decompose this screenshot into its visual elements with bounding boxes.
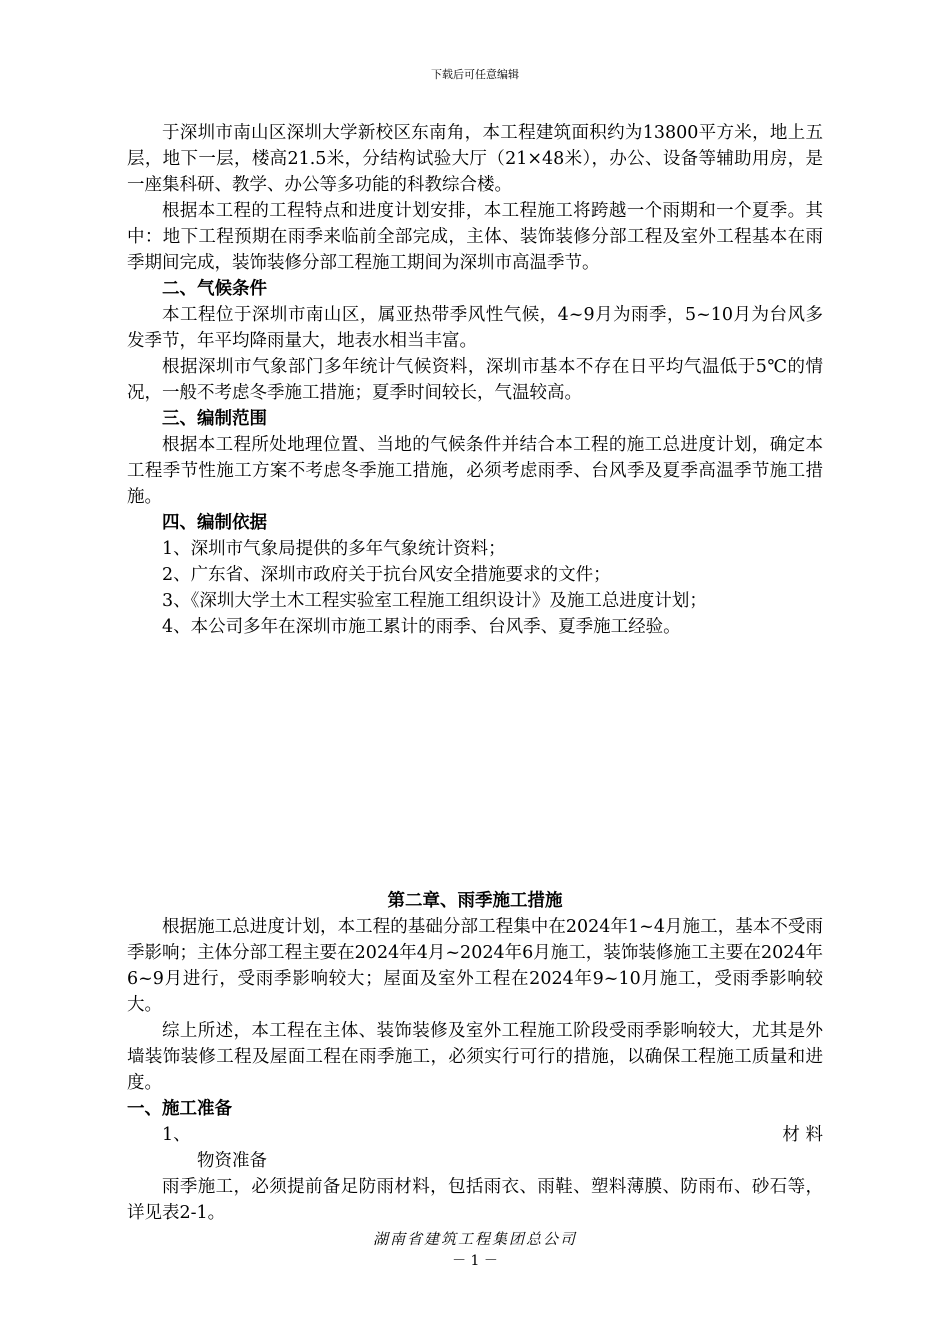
paragraph: 根据本工程所处地理位置、当地的气候条件并结合本工程的施工总进度计划，确定本工程季节性施工方案不考虑冬季施工措施，必须考虑雨季、台风季及夏季高温季节施工措施。 xyxy=(127,435,823,507)
section-heading: 四、编制依据 xyxy=(162,513,267,533)
paragraph: 雨季施工，必须提前备足防雨材料，包括雨衣、雨鞋、塑料薄膜、防雨布、砂石等，详见表2-1。 xyxy=(127,1177,823,1223)
section-heading: 二、气候条件 xyxy=(162,279,267,299)
chapter-title: 第二章、雨季施工措施 xyxy=(387,891,563,911)
page-footer: 湖南省建筑工程集团总公司 xyxy=(372,1230,577,1248)
page-spacer xyxy=(127,640,823,888)
item-number: 1、 xyxy=(162,1125,191,1145)
paragraph: 根据施工总进度计划，本工程的基础分部工程集中在2024年1~4月施工，基本不受雨季影响；主体分部工程主要在2024年4月~2024年6月施工，装饰装修施工主要在2024年6~9月进行，受雨季影响较大；屋面及室外工程在2024年9~10月施工，受雨季影响较大。 xyxy=(127,917,823,1015)
list-item: 2、广东省、深圳市政府关于抗台风安全措施要求的文件； xyxy=(162,565,611,585)
paragraph: 于深圳市南山区深圳大学新校区东南角，本工程建筑面积约为13800平方米，地上五层，地下一层，楼高21.5米，分结构试验大厅（21×48米），办公、设备等辅助用房，是一座集科研、教学、办公等多功能的科教综合楼。 xyxy=(127,123,823,195)
list-item: 3、《深圳大学土木工程实验室工程施工组织设计》及施工总进度计划； xyxy=(162,591,707,611)
paragraph: 本工程位于深圳市南山区，属亚热带季风性气候，4~9月为雨季，5~10月为台风多发季节，年平均降雨量大，地表水相当丰富。 xyxy=(127,305,823,351)
paragraph: 根据本工程的工程特点和进度计划安排，本工程施工将跨越一个雨期和一个夏季。其中：地下工程预期在雨季来临前全部完成，主体、装饰装修分部工程及室外工程基本在雨季期间完成，装饰装修分部工程施工期间为深圳市高温季节。 xyxy=(127,201,823,273)
item-continuation: 物资准备 xyxy=(197,1151,267,1171)
numbered-item xyxy=(127,1122,823,1148)
list-item: 1、深圳市气象局提供的多年气象统计资料； xyxy=(162,539,506,559)
page-number: － 1 － xyxy=(452,1253,498,1269)
item-label: 材 料 xyxy=(782,1125,823,1145)
section-heading: 三、编制范围 xyxy=(162,409,267,429)
paragraph: 根据深圳市气象部门多年统计气候资料，深圳市基本不存在日平均气温低于5℃的情况，一般不考虑冬季施工措施；夏季时间较长，气温较高。 xyxy=(127,357,823,403)
section-heading: 一、施工准备 xyxy=(127,1099,232,1119)
page-header: 下载后可任意编辑 xyxy=(431,68,519,81)
list-item: 4、本公司多年在深圳市施工累计的雨季、台风季、夏季施工经验。 xyxy=(162,617,681,637)
paragraph: 综上所述，本工程在主体、装饰装修及室外工程施工阶段受雨季影响较大，尤其是外墙装饰装修工程及屋面工程在雨季施工，必须实行可行的措施，以确保工程施工质量和进度。 xyxy=(127,1021,823,1093)
document-body xyxy=(127,120,823,1226)
